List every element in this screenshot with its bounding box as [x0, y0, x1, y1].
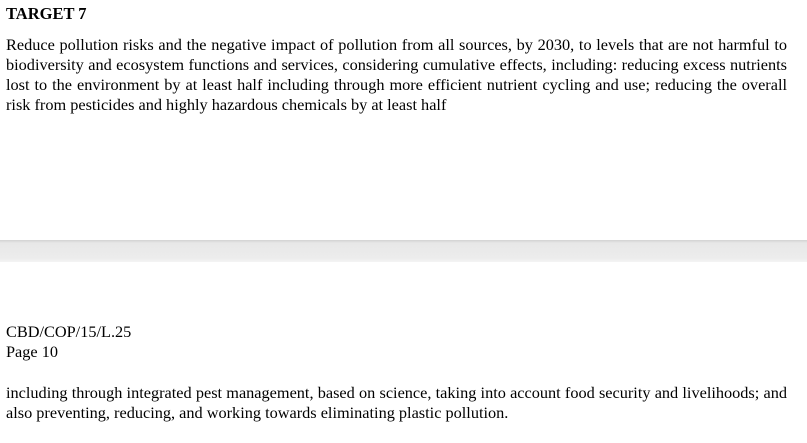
page-separator	[0, 240, 807, 262]
target-heading: TARGET 7	[6, 4, 87, 23]
document-page-bottom	[0, 262, 807, 443]
page-number: Page 10	[6, 342, 58, 361]
document-code: CBD/COP/15/L.25	[6, 322, 132, 341]
continuation-paragraph: including through integrated pest management, based on science, taking into account food security and livelihoods; and also preventing, reducing, and working towards eliminating plastic pollution.	[6, 383, 787, 422]
target-paragraph: Reduce pollution risks and the negative impact of pollution from all sources, by 2030, to levels that are not harmful to biodiversity and ecosystem functions and services, considering cumulative effects, including: reducing excess nutrients lost to the environment by at least half including through more efficient nutrient cycling and use; reducing the overall risk from pesticides and highly hazardous chemicals by at least half	[6, 35, 787, 114]
